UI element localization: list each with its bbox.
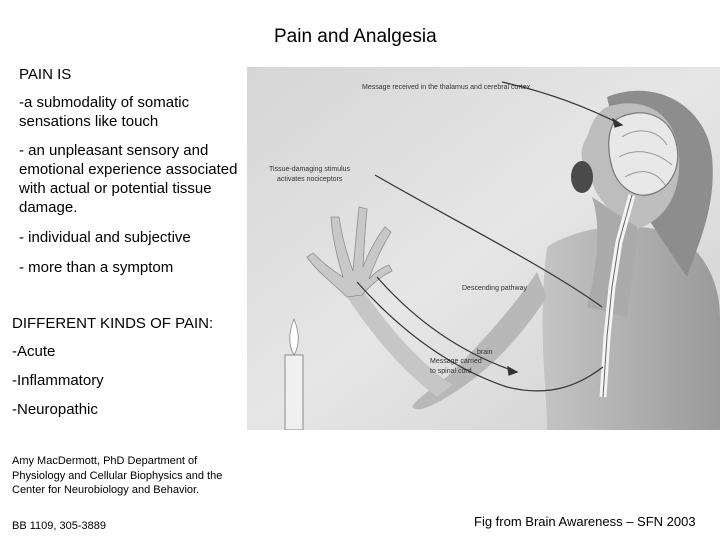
label-descending: Descending pathway — [462, 285, 527, 292]
pain-is-item-4: - more than a symptom — [19, 259, 174, 276]
pain-is-item-2: - an unpleasant sensory and emotional experience associated with actual or potential tissue damage. — [19, 142, 238, 216]
pain-pathway-illustration — [247, 67, 720, 430]
kind-acute: -Acute — [12, 343, 56, 360]
label-message-carried: Message carried — [430, 358, 482, 365]
kinds-heading: DIFFERENT KINDS OF PAIN: — [12, 315, 214, 332]
label-stimuli-1: Tissue-damaging stimulus — [269, 166, 351, 173]
room-info: BB 1109, 305-3889 — [12, 520, 106, 532]
pain-is-item-3: - individual and subjective — [19, 229, 191, 246]
kind-neuropathic: -Neuropathic — [12, 401, 98, 418]
slide-title: Pain and Analgesia — [274, 26, 437, 47]
label-stimuli-2: activates nociceptors — [277, 176, 343, 183]
label-thalamus: Message received in the thalamus and cerebral cortex — [362, 84, 531, 91]
label-spinal-cord: to spinal cord — [430, 368, 472, 375]
label-brain: brain — [477, 349, 493, 356]
figure-caption: Fig from Brain Awareness – SFN 2003 — [474, 514, 696, 529]
pain-is-heading: PAIN IS — [19, 66, 72, 83]
pain-is-item-1: -a submodality of somatic sensations like touch — [19, 94, 190, 130]
kind-inflammatory: -Inflammatory — [12, 372, 104, 389]
author-credit: Amy MacDermott, PhD Department of Physiology and Cellular Biophysics and the Center for Neurobiology and Behavior. — [12, 455, 223, 496]
